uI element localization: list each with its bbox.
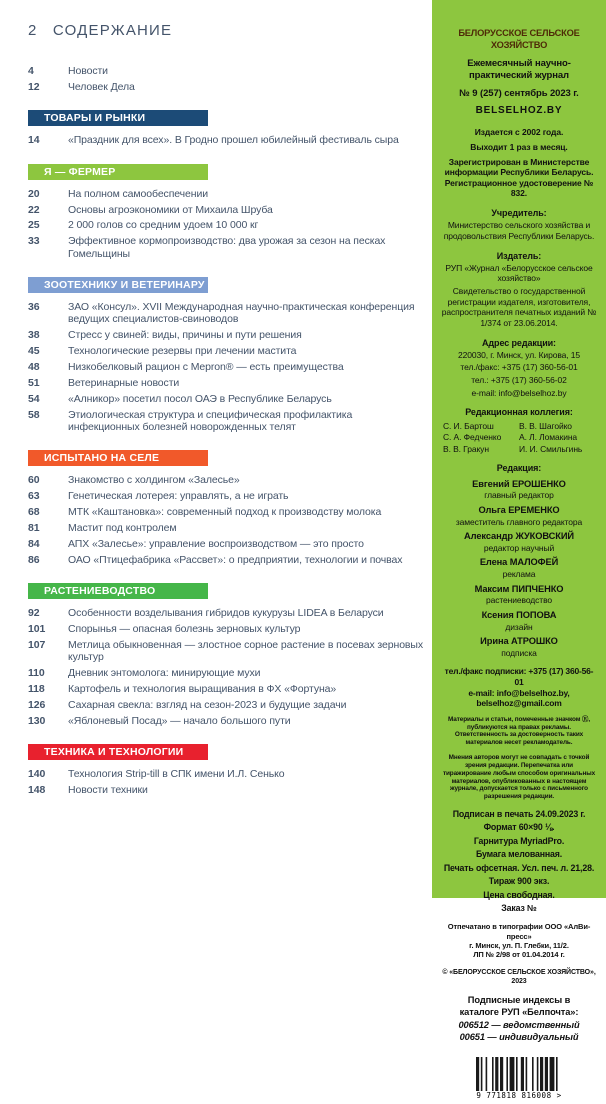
toc-page-number: 107 (28, 638, 46, 651)
issn-barcode (471, 1052, 567, 1104)
toc-item-title: Этиологическая структура и специфическая профилактика инфекционных болезней новорожденных телят (68, 408, 353, 433)
print-info-block (441, 809, 597, 914)
toc-page-number: 84 (28, 537, 40, 550)
toc-page-number: 130 (28, 714, 46, 727)
toc-row (28, 81, 432, 93)
section-header-bar: ТОВАРЫ И РЫНКИ (28, 110, 208, 126)
toc-row (28, 329, 432, 341)
toc-page-number: 148 (28, 784, 46, 796)
toc-page-number: 25 (28, 219, 40, 232)
toc-page-number: 45 (28, 345, 40, 358)
toc-item-title: «Праздник для всех». В Гродно прошел юбилейный фестиваль сыра (68, 134, 399, 147)
staff-member-role: редактор научный (483, 542, 555, 553)
toc-page-number: 38 (28, 329, 40, 342)
toc-item-title: Стресс у свиней: виды, причины и пути решения (68, 329, 302, 342)
address-line: тел./факс: +375 (17) 360-56-01 (460, 362, 578, 373)
toc-page-number: 54 (28, 392, 40, 405)
toc-item-title: «Алникор» посетил посол ОАЭ в Республике Беларусь (68, 392, 332, 405)
toc-item-title: Технология Strip-till в СПК имени И.Л. Сенько (68, 768, 285, 781)
journal-subtitle: Ежемесячный научно-практический журнал (467, 58, 571, 82)
print-info-line: Формат 60×90 ⅛. (483, 822, 555, 833)
fine-print-paragraph: Материалы и статьи, помеченные значком Ⓡ, публикуются на правах рекламы. Ответственность за достоверность таких материалов несет рекламодатель. (447, 715, 591, 747)
staff-list (441, 479, 597, 659)
address-label: Адрес редакции: (482, 337, 556, 348)
board-member: С. А. Федченко (443, 432, 502, 443)
staff-member-name: Елена МАЛОФЕЙ (479, 557, 559, 568)
subscription-index: 006512 — ведомственный (458, 1019, 580, 1030)
toc-item-title: ЗАО «Консул». XVII Международная научно-практическая конференция ведущих специалистов-свиноводов (68, 301, 415, 326)
toc-page-number: 12 (28, 80, 40, 93)
toc-page-number: 22 (28, 203, 40, 216)
toc-item-title: АПХ «Залесье»: управление воспроизводством — это просто (68, 537, 364, 550)
printery-line: Отпечатано в типографии ООО «АлВи-пресс» (447, 922, 591, 941)
toc-row (28, 134, 432, 146)
toc-item-title: Спорынья — опасная болезнь зерновых культур (68, 623, 301, 635)
toc-row (28, 65, 432, 77)
toc-page-number: 118 (28, 683, 45, 695)
toc-page-number: 68 (28, 506, 40, 519)
toc-page-number: 110 (28, 667, 45, 680)
toc-item-title: Эффективное кормопроизводство: два урожая за сезон на песках Гомельщины (68, 235, 386, 260)
toc-item-title: Генетическая лотерея: управлять, а не играть (68, 490, 289, 503)
toc-row (28, 345, 432, 357)
staff-member-name: Александр ЖУКОВСКИЙ (464, 531, 574, 542)
printery-line: г. Минск, ул. П. Глебки, 11/2. (469, 941, 569, 951)
toc-row (28, 409, 432, 434)
print-info-line: Подписан в печать 24.09.2023 г. (452, 808, 586, 819)
page-title (28, 22, 432, 39)
subscription-contact-line: belselhoz@gmail.com (476, 698, 562, 709)
toc-row (28, 506, 432, 518)
editorial-board-label: Редакционная коллегия: (465, 407, 573, 418)
toc-page-number: 140 (28, 768, 46, 781)
toc-item-title: Человек Дела (68, 80, 135, 93)
toc-item-title: Новости техники (68, 784, 148, 796)
toc-item-title: Мастит под контролем (68, 522, 177, 534)
toc-item-title: На полном самообеспечении (68, 187, 209, 200)
section-header-bar: ИСПЫТАНО НА СЕЛЕ (28, 450, 208, 466)
toc-row (28, 607, 432, 619)
printery-line: ЛП № 2/98 от 01.04.2014 г. (473, 950, 565, 960)
board-member: А. Л. Ломакина (519, 432, 578, 443)
print-info-line: Тираж 900 экз. (488, 876, 550, 887)
toc-item-title: Особенности возделывания гибридов кукурузы LIDEA в Беларуси (68, 607, 384, 620)
toc-page-number: 48 (28, 361, 40, 373)
publisher-text: РУП «Журнал «Белорусское сельское хозяйство» (445, 262, 593, 284)
toc-row (28, 219, 432, 231)
board-member: И. И. Смильгинь (519, 443, 583, 454)
publisher-label: Издатель: (496, 250, 542, 261)
toc-page-number: 20 (28, 187, 40, 200)
subscription-contact-line: e-mail: info@belselhoz.by, (468, 687, 570, 698)
staff-member-role: заместитель главного редактора (455, 516, 583, 527)
toc-row (28, 474, 432, 486)
toc-item-title: Технологические резервы при лечении мастита (68, 345, 297, 358)
section-header-bar: РАСТЕНИЕВОДСТВО (28, 583, 208, 599)
toc-page-number: 81 (28, 522, 40, 534)
section-header-bar: ТЕХНИКА И ТЕХНОЛОГИИ (28, 744, 208, 760)
contents-heading: СОДЕРЖАНИЕ (52, 22, 173, 39)
issue-number: № 9 (257) сентябрь 2023 г. (459, 87, 579, 99)
toc-item-title: Сахарная свекла: взгляд на сезон-2023 и будущие задачи (68, 698, 347, 711)
toc-row (28, 522, 432, 534)
toc-page-number: 14 (28, 134, 40, 147)
staff-member-name: Ольга ЕРЕМЕНКО (478, 504, 560, 515)
toc-item-title: 2 000 голов со средним удоем 10 000 кг (68, 219, 259, 232)
toc-row (28, 361, 432, 373)
staff-member-role: реклама (502, 569, 536, 580)
address-line: тел.: +375 (17) 360-56-02 (471, 375, 567, 386)
staff-member-role: растениеводство (485, 595, 553, 606)
toc-page-number: 92 (28, 607, 40, 620)
subscription-contact-line: тел./факс подписки: +375 (17) 360-56-01 (444, 666, 594, 687)
publication-info (441, 127, 597, 199)
staff-member-role: дизайн (505, 621, 533, 632)
subscription-index: 00651 — индивидуальный (459, 1032, 579, 1043)
toc-page-number: 101 (28, 623, 46, 635)
toc-page-number: 86 (28, 553, 40, 566)
toc-item-title: Новости (68, 65, 108, 77)
staff-member-name: Ксения ПОПОВА (481, 609, 557, 620)
toc-row (28, 784, 432, 796)
copyright-notice: © «БЕЛОРУССКОЕ СЕЛЬСКОЕ ХОЗЯЙСТВО», 2023 (442, 968, 596, 985)
toc-page-number: 36 (28, 301, 40, 313)
fine-print-paragraph: Мнения авторов могут не совпадать с точкой зрения редакции. Перепечатка или тиражирование любым способом оригинальных материалов, опубликованных в настоящем журнале, допускается только с письменного разрешения редакции. (442, 754, 596, 801)
staff-member-name: Евгений ЕРОШЕНКО (472, 478, 566, 489)
staff-member-name: Ирина АТРОШКО (480, 636, 558, 647)
toc-item-title: Дневник энтомолога: минирующие мухи (68, 667, 261, 680)
barcode-digits: 9 771818 816008 > (476, 1091, 562, 1101)
toc-item-title: Картофель и технология выращивания в ФХ «Фортуна» (68, 683, 337, 695)
toc-row (28, 639, 432, 664)
section-header-bar: ЗООТЕХНИКУ И ВЕТЕРИНАРУ (28, 277, 208, 293)
print-info-line: Печать офсетная. Усл. печ. л. 21,28. (443, 862, 595, 873)
toc-page-number: 126 (28, 698, 46, 711)
board-member: С. И. Бартош (443, 420, 494, 431)
toc-item-title: Знакомство с холдингом «Залесье» (68, 474, 240, 487)
toc-row (28, 623, 432, 635)
toc-row (28, 667, 432, 679)
subscription-indexes-label: Подписные индексы в каталоге РУП «Белпочта»: (459, 995, 579, 1017)
barcode-bars-image (476, 1057, 562, 1091)
print-info-line: Бумага мелованная. (475, 849, 563, 860)
staff-member-role: подписка (501, 647, 537, 658)
journal-website: BELSELHOZ.BY (475, 104, 563, 116)
publication-info-line: Зарегистрирован в Министерстве информации Республики Беларусь. Регистрационное удостоверение № 832. (444, 156, 594, 199)
toc-page-number: 33 (28, 235, 40, 248)
toc-page-number: 4 (28, 65, 34, 77)
section-header-bar: Я — ФЕРМЕР (28, 164, 208, 180)
toc-row (28, 235, 432, 260)
toc-row (28, 683, 432, 695)
address-block (441, 350, 597, 399)
staff-member-role: главный редактор (484, 490, 554, 501)
toc-row (28, 554, 432, 566)
toc-row (28, 393, 432, 405)
publication-info-line: Издается с 2002 года. (474, 127, 564, 138)
staff-member-name: Максим ПИПЧЕНКО (474, 583, 564, 594)
board-member: В. В. Гракун (443, 443, 489, 454)
printery-block (441, 922, 597, 960)
toc-row (28, 538, 432, 550)
toc-item-title: ОАО «Птицефабрика «Рассвет»: о предприятии, технологии и почвах (68, 553, 403, 566)
publisher-cert: Свидетельство о государственной регистрации издателя, изготовителя, распространителя печатных изданий № 1/374 от 23.06.2014. (441, 286, 597, 328)
subscription-contacts (441, 666, 597, 709)
toc-page-number: 60 (28, 474, 40, 487)
journal-info-sidebar (432, 0, 606, 1101)
toc-item-title: Низкобелковый рацион с Mepron® — есть преимущества (68, 361, 344, 373)
founder-label: Учредитель: (491, 208, 547, 219)
print-info-line: Гарнитура MyriadPro. (473, 835, 565, 846)
toc-row (28, 699, 432, 711)
toc-item-title: Ветеринарные новости (68, 376, 180, 389)
print-info-line: Заказ № (501, 903, 537, 914)
toc-page-number: 51 (28, 376, 40, 389)
toc-item-title: Метлица обыкновенная — злостное сорное растение в посевах зерновых культур (68, 638, 424, 664)
toc-item-title: МТК «Каштановка»: современный подход к производству молока (68, 506, 382, 519)
toc-row (28, 188, 432, 200)
toc-row (28, 715, 432, 727)
toc-item-title: «Яблоневый Посад» — начало большого пути (68, 714, 291, 727)
founder-text: Министерство сельского хозяйства и продовольствия Республики Беларусь. (443, 220, 595, 241)
editorial-board (443, 421, 595, 455)
print-info-line: Цена свободная. (483, 889, 555, 900)
publication-info-line: Выходит 1 раз в месяц. (470, 141, 568, 152)
toc-list (28, 65, 432, 796)
toc-row (28, 377, 432, 389)
toc-page-number: 58 (28, 408, 40, 421)
toc-row (28, 490, 432, 502)
journal-title: БЕЛОРУССКОЕ СЕЛЬСКОЕ ХОЗЯЙСТВО (458, 28, 580, 50)
staff-label: Редакция: (496, 463, 542, 474)
toc-row (28, 768, 432, 780)
fine-print-block (441, 716, 597, 801)
board-member: В. В. Шагойко (519, 420, 572, 431)
page-number: 2 (28, 22, 38, 39)
address-line: 220030, г. Минск, ул. Кирова, 15 (457, 349, 581, 360)
toc-page-number: 63 (28, 490, 40, 503)
subscription-indexes (441, 1020, 597, 1044)
toc-row (28, 301, 432, 326)
toc-item-title: Основы агроэкономики от Михаила Шруба (68, 203, 273, 216)
toc-row (28, 204, 432, 216)
address-line: e-mail: info@belselhoz.by (471, 387, 567, 398)
